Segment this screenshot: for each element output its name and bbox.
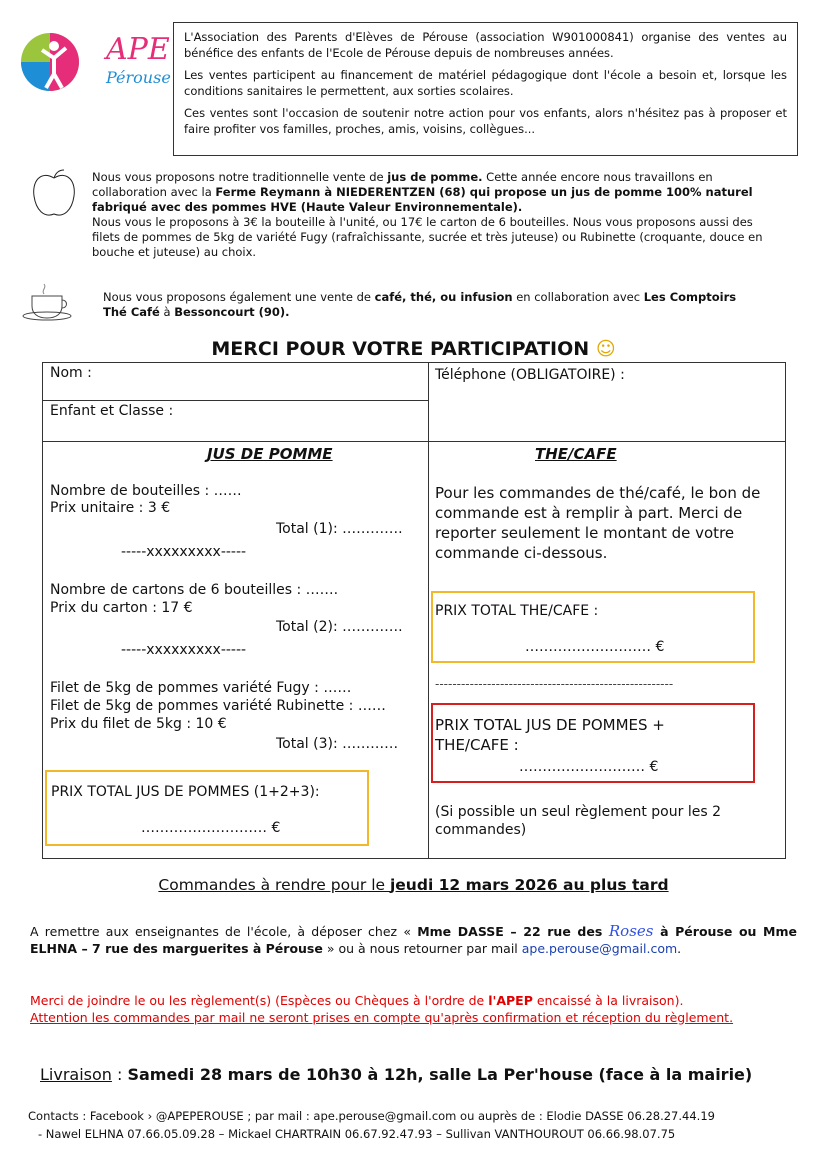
delivery-info: Livraison : Samedi 28 mars de 10h30 à 12h, salle La Per'house (face à la mairie) [40,1065,753,1084]
cartons-quantity-field[interactable]: Nombre de cartons de 6 bouteilles : ……. [50,582,339,598]
apple-juice-total-box[interactable]: PRIX TOTAL JUS DE POMMES (1+2+3): ……………………… € [45,770,369,846]
smiley-icon: ☺ [595,338,616,360]
apple-icon [30,166,78,218]
payment-notice: Merci de joindre le ou les règlement(s) (Espèces ou Chèques à l'ordre de l'APEP encaissé à la livraison). Attention les commandes par mail ne seront prises en compte qu'après confirmation et réception du règlement. [30,993,734,1025]
grand-total-box[interactable]: PRIX TOTAL JUS DE POMMES + THE/CAFE : ……………………… € [431,703,755,783]
separator: ------------------------------------------------------- [435,677,674,691]
order-form [42,362,786,859]
separator: -----xxxxxxxxx----- [121,642,247,658]
email-link[interactable]: ape.perouse@gmail.com [521,941,678,956]
apple-juice-description: Nous vous proposons notre traditionnelle vente de jus de pomme. Cette année encore nous travaillons en collaboration avec la Ferme Reymann à NIEDERENTZEN (68) qui propose un jus de pomme 100% naturel fabriqué avec des pommes HVE (Haute Valeur Environnementale). Nous vous le proposons à 3€ la bouteille à l'unité, ou 17€ le carton de 6 bouteilles. Nous vous proposons aussi des filets de pommes de 5kg de variété Fugy (rafraîchissante, sucrée et très juteuse) ou Rubinette (croquante, douce en bouche et juteuse) au choix. [92,170,763,259]
total-3-field[interactable]: Total (3): ………… [276,736,399,752]
tea-coffee-description: Nous vous proposons également une vente de café, thé, ou infusion en collaboration avec Les Comptoirs Thé Café à Bessoncourt (90). [103,290,737,319]
separator: -----xxxxxxxxx----- [121,544,247,560]
single-payment-note: (Si possible un seul règlement pour les 2 commandes) [435,804,721,838]
net-price: Prix du filet de 5kg : 10 € [50,716,227,732]
intro-paragraph: Ces ventes sont l'occasion de soutenir notre action pour vos enfants, alors n'hésitez pas à proposer et faire profiter vos familles, proches, amis, voisins, collègues... [184,106,787,136]
total-1-field[interactable]: Total (1): …………. [276,521,403,537]
deadline: Commandes à rendre pour le jeudi 12 mars 2026 au plus tard [158,876,669,894]
contacts: Contacts : Facebook › @APEPEROUSE ; par mail : ape.perouse@gmail.com ou auprès de : Elodie DASSE 06.28.27.44.19 - Nawel ELHNA 07.66.05.09.28 – Mickael CHARTRAIN 06.67.92.47.93 – Sullivan VANTHOUROUT 06.66.98.07.75 [28,1109,715,1141]
total-2-field[interactable]: Total (2): …………. [276,619,403,635]
intro-box [173,22,798,156]
rubinette-quantity-field[interactable]: Filet de 5kg de pommes variété Rubinette : …… [50,698,386,714]
tea-coffee-header: THE/CAFE [535,445,617,463]
delivery-instructions: A remettre aux enseignantes de l'école, à déposer chez « Mme DASSE – 22 rue des Roses à Pérouse ou Mme ELHNA – 7 rue des marguerites à Pérouse » ou à nous retourner par mail ape.perouse@gmail.com. [30,922,797,956]
bottles-quantity-field[interactable]: Nombre de bouteilles : …… [50,483,242,499]
tea-coffee-info: Pour les commandes de thé/café, le bon de commande est à remplir à part. Merci de reporter seulement le montant de votre commande ci-dessous. [435,484,761,562]
logo-text: APE [106,32,170,67]
tea-coffee-total-box[interactable]: PRIX TOTAL THE/CAFE : ……………………… € [431,591,755,663]
fugy-quantity-field[interactable]: Filet de 5kg de pommes variété Fugy : …… [50,680,352,696]
name-field[interactable]: Nom : [50,365,92,381]
logo-subtext: Pérouse [106,68,171,87]
intro-paragraph: Les ventes participent au financement de matériel pédagogique dont l'école a besoin et, lorsque les conditions sanitaires le permettent, aux sorties scolaires. [184,68,787,98]
handwritten-street: Roses [608,922,654,940]
apple-juice-header: JUS DE POMME [207,445,333,463]
page-title: MERCI POUR VOTRE PARTICIPATION ☺ [211,338,616,360]
unit-price: Prix unitaire : 3 € [50,500,171,516]
phone-field[interactable]: Téléphone (OBLIGATOIRE) : [435,367,625,383]
ape-logo [18,30,178,100]
logo-figures-icon [18,30,88,94]
coffee-cup-icon [18,282,78,322]
child-class-field[interactable]: Enfant et Classe : [50,403,174,419]
carton-price: Prix du carton : 17 € [50,600,193,616]
intro-paragraph: L'Association des Parents d'Elèves de Pérouse (association W901000841) organise des ventes au bénéfice des enfants de l'Ecole de Pérouse depuis de nombreuses années. [184,30,787,60]
